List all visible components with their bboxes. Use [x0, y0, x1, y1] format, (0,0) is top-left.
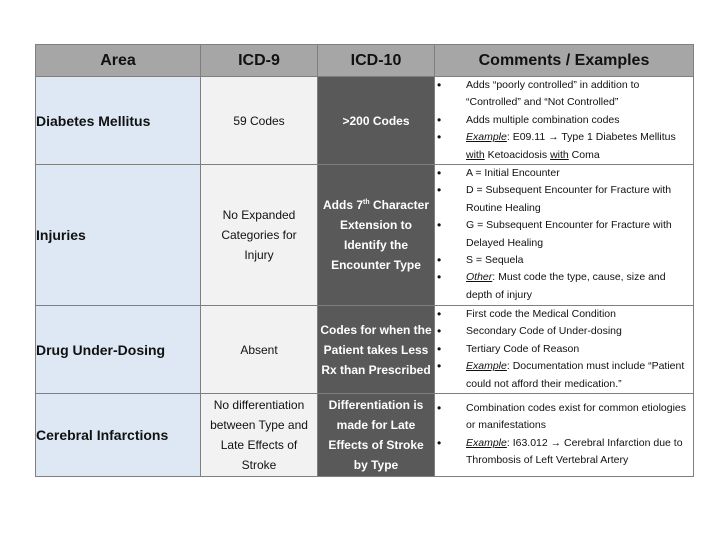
area-cell: Injuries — [36, 165, 201, 306]
bullet-icon: • — [437, 341, 442, 356]
bullet-icon: • — [437, 435, 442, 450]
bullet-icon: • — [437, 270, 442, 285]
bullet-item: • G = Subsequent Encounter for Fracture with Delayed Healing — [437, 218, 672, 249]
bullet-list — [435, 165, 693, 304]
comments-cell — [435, 394, 694, 477]
bullet-item: • Example: I63.012 → Cerebral Infarction due to Thrombosis of Left Vertebral Artery — [437, 435, 683, 467]
bullet-icon: • — [437, 359, 442, 374]
bullet-item: • Tertiary Code of Reason — [435, 341, 693, 358]
bullet-icon: • — [437, 307, 442, 322]
icd-comparison-table — [35, 44, 694, 477]
area-cell: Drug Under-Dosing — [36, 306, 201, 394]
bullet-icon: • — [437, 401, 442, 416]
bullet-item: • Example: Documentation must include “Patient could not afford their medication.” — [437, 359, 685, 390]
comments-cell — [435, 165, 694, 306]
icd10-cell: Adds 7th Character Extension to Identify the Encounter Type — [318, 165, 435, 306]
area-cell: Cerebral Infarctions — [36, 394, 201, 477]
bullet-icon: • — [437, 112, 442, 127]
table-row — [36, 306, 694, 394]
bullet-item: • Adds “poorly controlled” in addition to “Controlled” and “Not Controlled” — [437, 78, 640, 109]
table-row — [36, 77, 694, 165]
icd9-cell: Absent — [201, 306, 318, 394]
bullet-item: • D = Subsequent Encounter for Fracture with Routine Healing — [437, 183, 672, 214]
bullet-item: • First code the Medical Condition — [435, 306, 693, 323]
icd10-cell: >200 Codes — [318, 77, 435, 165]
bullet-item: • Combination codes exist for common etiologies or manifestations — [437, 401, 687, 432]
icd9-cell: No differentiation between Type and Late Effects of Stroke — [201, 394, 318, 477]
bullet-list — [435, 400, 693, 470]
table-row — [36, 394, 694, 477]
bullet-item: • A = Initial Encounter — [435, 165, 693, 182]
table-row — [36, 165, 694, 306]
bullet-icon: • — [437, 183, 442, 198]
bullet-list — [435, 306, 693, 393]
icd9-cell: 59 Codes — [201, 77, 318, 165]
icd9-cell: No Expanded Categories for Injury — [201, 165, 318, 306]
comments-cell — [435, 77, 694, 165]
icd10-cell: Codes for when the Patient takes Less Rx than Prescribed — [318, 306, 435, 394]
area-cell: Diabetes Mellitus — [36, 77, 201, 165]
bullet-icon: • — [437, 78, 442, 92]
icd10-cell: Differentiation is made for Late Effects of Stroke by Type — [318, 394, 435, 477]
header-icd9: ICD-9 — [201, 45, 318, 77]
bullet-icon: • — [437, 130, 442, 145]
bullet-item: • Example: E09.11 → Type 1 Diabetes Mellitus with Ketoacidosis with Coma — [437, 130, 676, 161]
comments-cell — [435, 306, 694, 394]
bullet-icon: • — [437, 324, 442, 339]
bullet-icon: • — [437, 166, 442, 181]
bullet-item: • Other: Must code the type, cause, size and depth of injury — [437, 270, 666, 301]
bullet-icon: • — [437, 253, 442, 268]
header-comments: Comments / Examples — [435, 45, 694, 77]
bullet-item: • Secondary Code of Under-dosing — [435, 323, 693, 340]
bullet-list — [435, 77, 693, 164]
bullet-item: • S = Sequela — [435, 252, 693, 269]
header-row — [36, 45, 694, 77]
bullet-icon: • — [437, 218, 442, 233]
bullet-item: • Adds multiple combination codes — [435, 112, 693, 129]
header-icd10: ICD-10 — [318, 45, 435, 77]
header-area: Area — [36, 45, 201, 77]
